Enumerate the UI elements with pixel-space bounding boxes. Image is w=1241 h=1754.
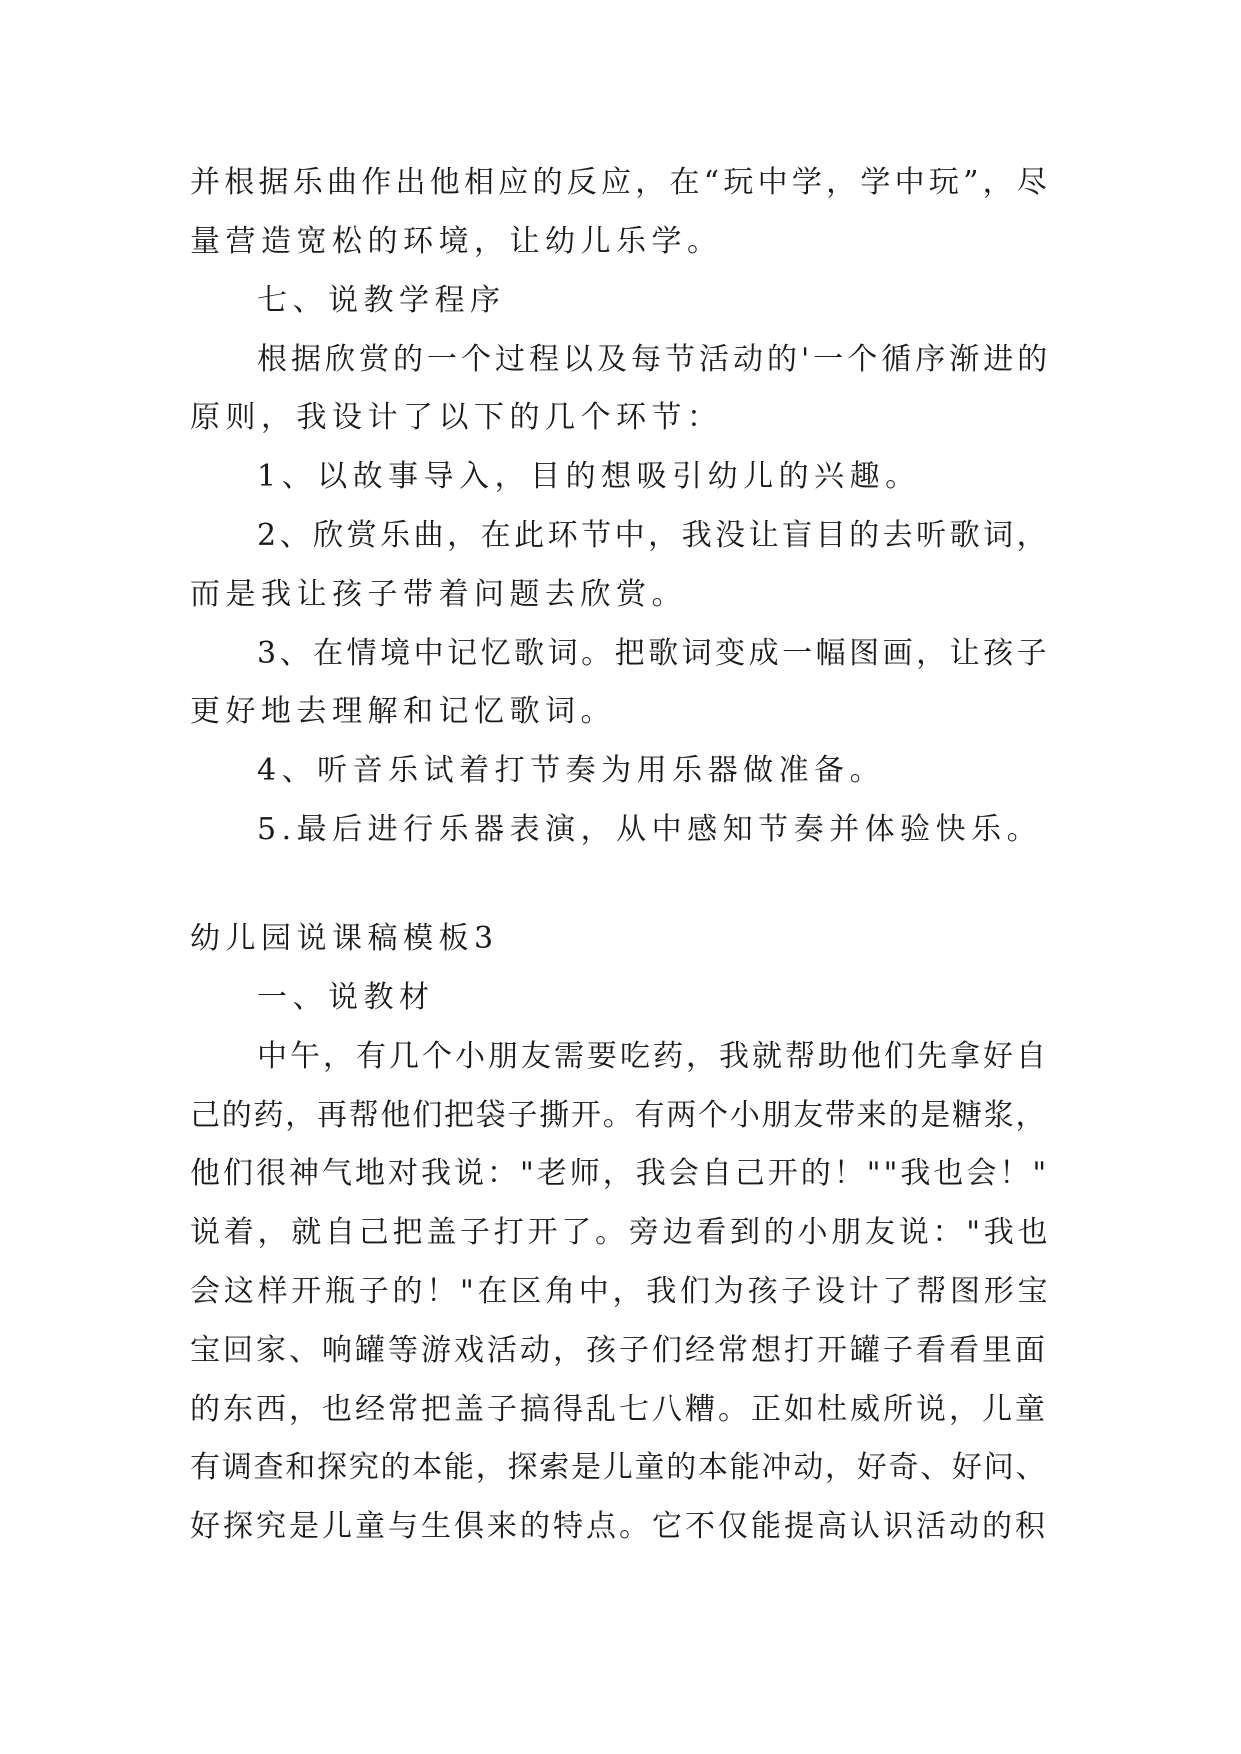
list-item: 4、听音乐试着打节奏为用乐器做准备。 [257, 753, 886, 788]
section-heading: 一、说教材 [257, 980, 435, 1015]
paragraph-line: 宝回家、响罐等游戏活动，孩子们经常想打开罐子看看里面 [190, 1333, 1048, 1368]
paragraph-line: 并根据乐曲作出他相应的反应，在“玩中学，学中玩”，尽 [190, 165, 1052, 200]
paragraph-line: 有调查和探究的本能，探索是儿童的本能冲动，好奇、好问、 [190, 1450, 1048, 1485]
document-title: 幼儿园说课稿模板3 [190, 921, 499, 956]
paragraph-line: 好探究是儿童与生俱来的特点。它不仅能提高认识活动的积 [190, 1509, 1048, 1544]
paragraph-line: 量营造宽松的环境，让幼儿乐学。 [190, 224, 723, 259]
paragraph-line: 原则，我设计了以下的几个环节： [190, 400, 723, 435]
list-item: 3、在情境中记忆歌词。把歌词变成一幅图画，让孩子 [257, 636, 1051, 671]
list-item: 2、欣赏乐曲，在此环节中，我没让盲目的去听歌词， [257, 518, 1051, 553]
list-item: 5.最后进行乐器表演，从中感知节奏并体验快乐。 [257, 812, 1043, 847]
paragraph-line: 的东西，也经常把盖子搞得乱七八糟。正如杜威所说，儿童 [190, 1392, 1048, 1427]
section-heading: 七、说教学程序 [257, 283, 506, 318]
paragraph-line: 他们很神气地对我说："老师，我会自己开的！""我也会！" [190, 1156, 1050, 1191]
list-item: 1、以故事导入，目的想吸引幼儿的兴趣。 [257, 459, 921, 494]
paragraph-line: 说着，就自己把盖子打开了。旁边看到的小朋友说："我也 [190, 1215, 1052, 1250]
paragraph-line: 中午，有几个小朋友需要吃药，我就帮助他们先拿好自 [257, 1039, 1049, 1074]
paragraph-line: 己的药，再帮他们把袋子撕开。有两个小朋友带来的是糖浆， [190, 1098, 1048, 1133]
list-item-continuation: 更好地去理解和记忆歌词。 [190, 694, 616, 729]
list-item-continuation: 而是我让孩子带着问题去欣赏。 [190, 577, 687, 612]
paragraph-line: 会这样开瓶子的！"在区角中，我们为孩子设计了帮图形宝 [190, 1274, 1052, 1309]
paragraph-line: 根据欣赏的一个过程以及每节活动的'一个循序渐进的 [257, 342, 1052, 377]
